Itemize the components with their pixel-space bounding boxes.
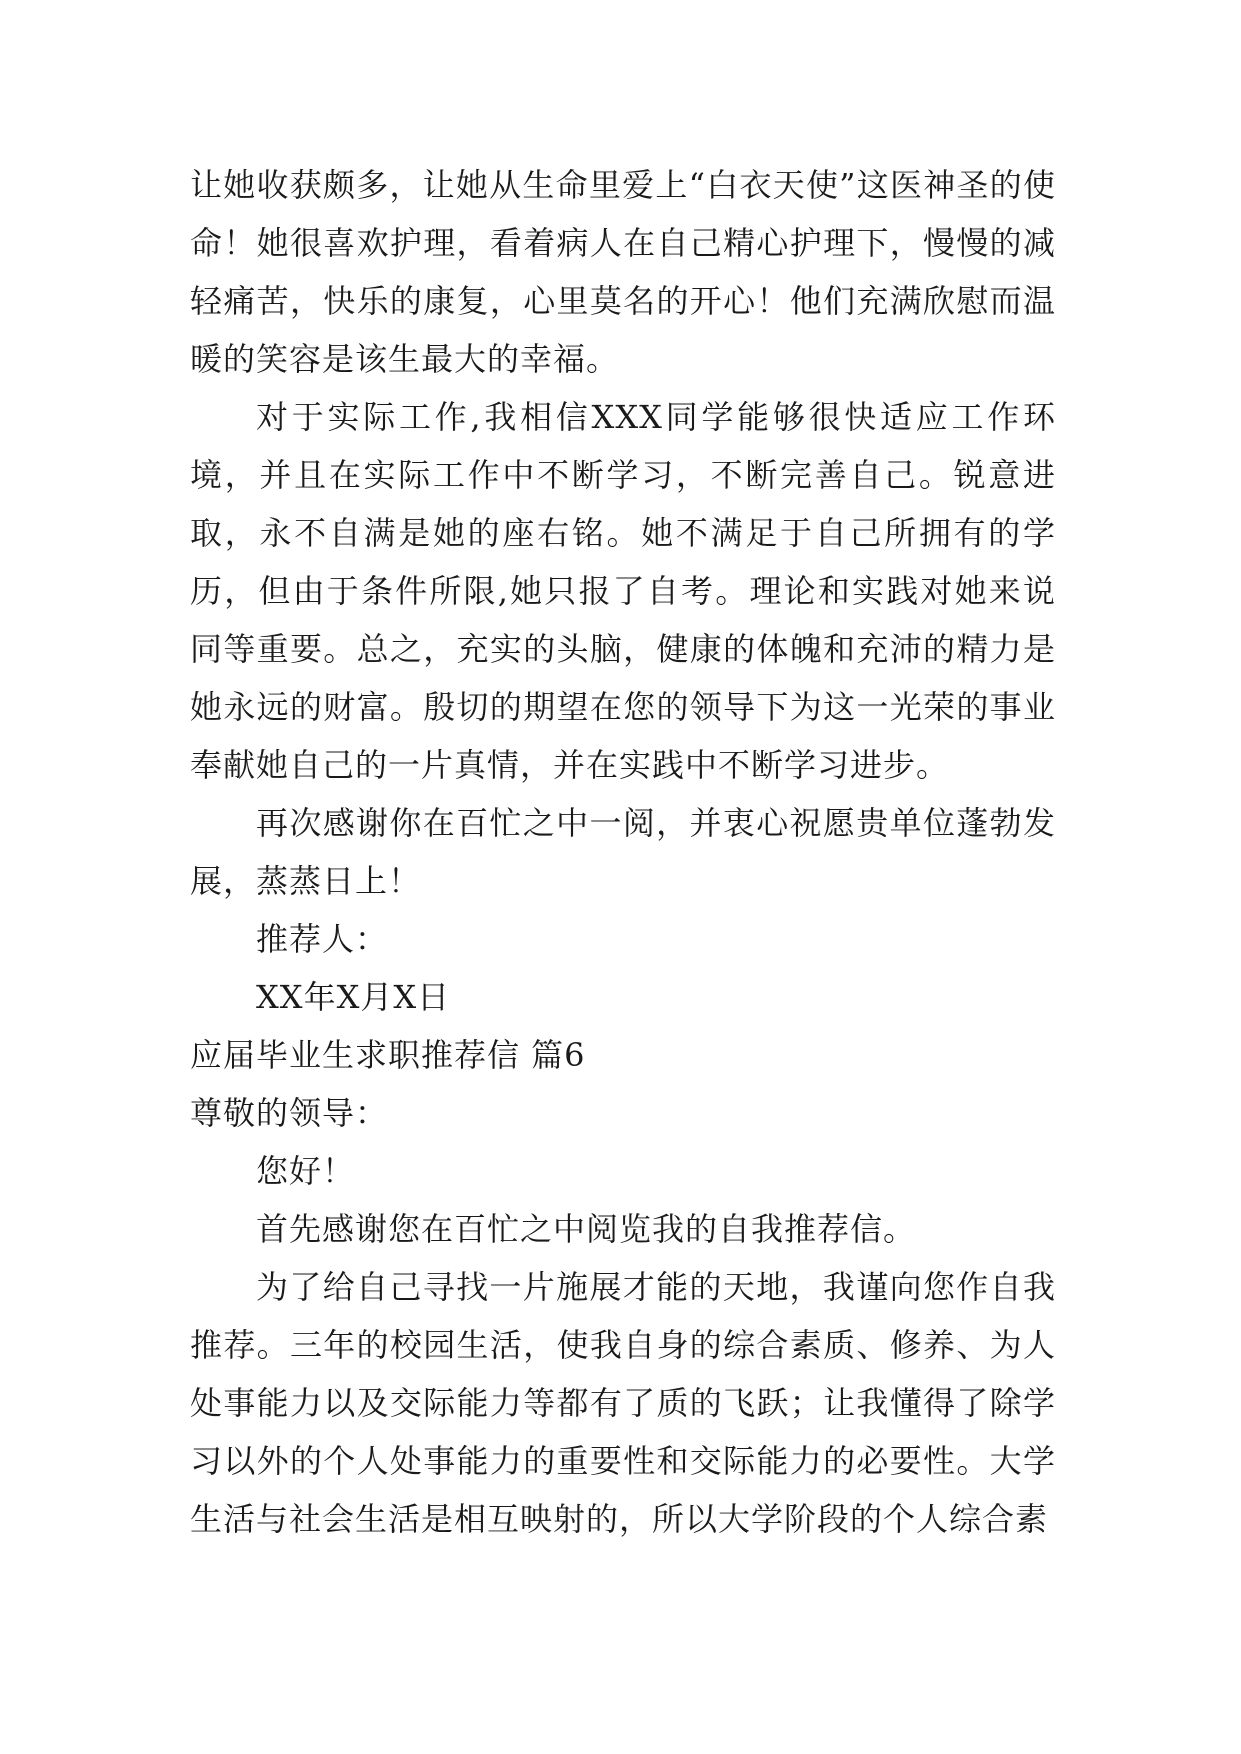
date-line: XX年X月X日 bbox=[256, 978, 451, 1016]
paragraph-closing-thanks: 再次感谢你在百忙之中一阅，并衷心祝愿贵单位蓬勃发展，蒸蒸日上！ bbox=[190, 804, 1056, 900]
paragraph-work-ability: 对于实际工作,我相信XXX同学能够很快适应工作环境，并且在实际工作中不断学习，不断完善自己。锐意进取，永不自满是她的座右铭。她不满足于自己所拥有的学历，但由于条件所限,她只报了自考。理论和实践对她来说同等重要。总之，充实的头脑，健康的体魄和充沛的精力是她永远的财富。殷切的期望在您的领导下为这一光荣的事业奉献她自己的一片真情，并在实践中不断学习进步。 bbox=[190, 398, 1056, 784]
greeting: 您好！ bbox=[256, 1152, 356, 1190]
paragraph-nursing-experience: 让她收获颇多，让她从生命里爱上“白衣天使”这医神圣的使命！她很喜欢护理，看着病人在自己精心护理下，慢慢的减轻痛苦，快乐的康复，心里莫名的开心！他们充满欣慰而温暖的笑容是该生最大的幸福。 bbox=[190, 166, 1056, 378]
paragraph-opening-thanks: 首先感谢您在百忙之中阅览我的自我推荐信。 bbox=[256, 1210, 917, 1248]
paragraph-self-recommendation: 为了给自己寻找一片施展才能的天地，我谨向您作自我推荐。三年的校园生活，使我自身的综合素质、修养、为人处事能力以及交际能力等都有了质的飞跃；让我懂得了除学习以外的个人处事能力的重要性和交际能力的必要性。大学生活与社会生活是相互映射的，所以大学阶段的个人综合素 bbox=[190, 1268, 1056, 1538]
section-heading: 应届毕业生求职推荐信 篇6 bbox=[190, 1036, 586, 1074]
recommender-line: 推荐人： bbox=[256, 920, 389, 958]
document-body bbox=[190, 156, 1056, 1548]
salutation: 尊敬的领导： bbox=[190, 1094, 389, 1132]
